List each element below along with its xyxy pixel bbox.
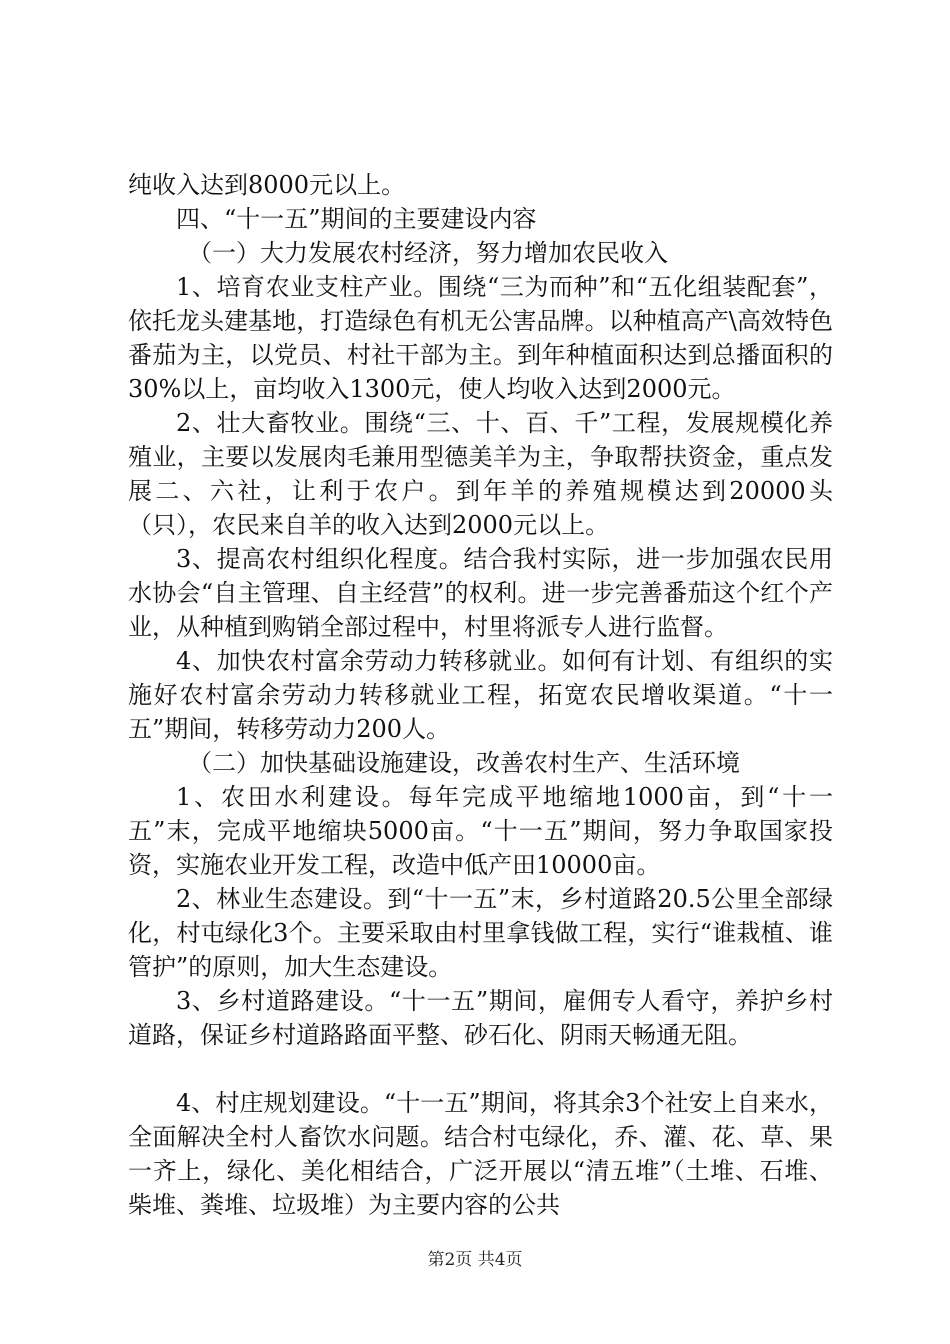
paragraph-item-1-2: 2、壮大畜牧业。围绕“三、十、百、千”工程，发展规模化养殖业，主要以发展肉毛兼用型德美羊为主，争取帮扶资金，重点发展二、六社，让利于农户。到年羊的养殖规模达到20000头（只），农民来自羊的收入达到2000元以上。 bbox=[128, 409, 833, 539]
paragraph-item-2-4: 4、村庄规划建设。“十一五”期间，将其余3个社安上自来水，全面解决全村人畜饮水问题。结合村屯绿化，乔、灌、花、草、果一齐上，绿化、美化相结合，广泛开展以“清五堆”（土堆、石堆、柴堆、粪堆、垃圾堆）为主要内容的公共 bbox=[128, 1089, 833, 1219]
paragraph-continuation: 纯收入达到8000元以上。 bbox=[128, 171, 406, 199]
page-number-footer: 第2页 共4页 bbox=[427, 1250, 523, 1270]
paragraph-spacer bbox=[128, 1052, 833, 1086]
paragraph-item-2-1: 1、农田水利建设。每年完成平地缩地1000亩，到“十一五”末，完成平地缩块5000亩。“十一五”期间，努力争取国家投资，实施农业开发工程，改造中低产田10000亩。 bbox=[128, 783, 833, 879]
paragraph-item-1-1: 1、培育农业支柱产业。围绕“三为而种”和“五化组装配套”，依托龙头建基地，打造绿色有机无公害品牌。以种植高产\高效特色番茄为主，以党员、村社干部为主。到年种植面积达到总播面积的30%以上，亩均收入1300元，使人均收入达到2000元。 bbox=[128, 273, 833, 403]
subsection-heading-2: （二）加快基础设施建设，改善农村生产、生活环境 bbox=[188, 749, 740, 777]
paragraph-item-2-2: 2、林业生态建设。到“十一五”末，乡村道路20.5公里全部绿化，村屯绿化3个。主要采取由村里拿钱做工程，实行“谁栽植、谁管护”的原则，加大生态建设。 bbox=[128, 885, 833, 981]
section-heading-4: 四、“十一五”期间的主要建设内容 bbox=[176, 205, 537, 233]
subsection-heading-1: （一）大力发展农村经济，努力增加农民收入 bbox=[188, 239, 668, 267]
paragraph-item-1-3: 3、提高农村组织化程度。结合我村实际，进一步加强农民用水协会“自主管理、自主经营”的权利。进一步完善番茄这个红个产业，从种植到购销全部过程中，村里将派专人进行监督。 bbox=[128, 545, 833, 641]
paragraph-item-2-3: 3、乡村道路建设。“十一五”期间，雇佣专人看守，养护乡村道路，保证乡村道路路面平整、砂石化、阴雨天畅通无阻。 bbox=[128, 987, 833, 1049]
document-body bbox=[128, 168, 833, 1222]
paragraph-item-1-4: 4、加快农村富余劳动力转移就业。如何有计划、有组织的实施好农村富余劳动力转移就业工程，拓宽农民增收渠道。“十一五”期间，转移劳动力200人。 bbox=[128, 647, 833, 743]
